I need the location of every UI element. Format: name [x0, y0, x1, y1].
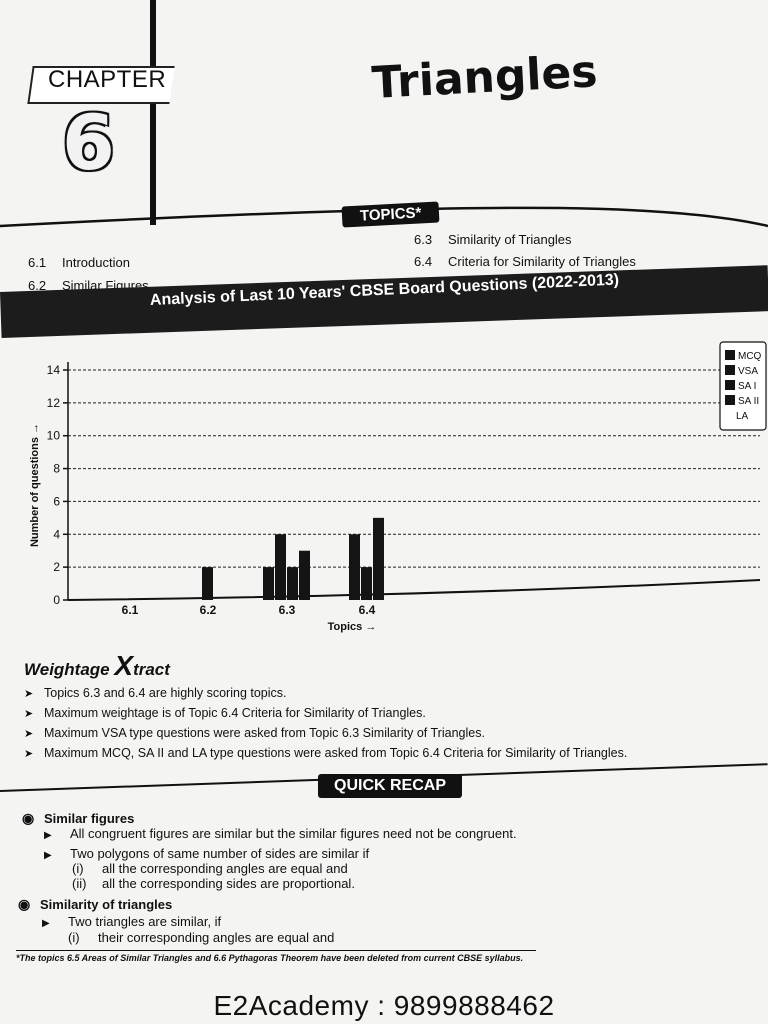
recap-bullet-icon: ◉ [22, 810, 35, 826]
x-tick-label: 6.1 [121, 603, 139, 617]
bar-la [373, 518, 384, 600]
weightage-point [24, 726, 485, 740]
bar-vsa [202, 567, 213, 600]
analysis-banner-text: Analysis of Last 10 Years' CBSE Board Questions (2022-2013) [149, 271, 620, 309]
y-tick-label: 14 [46, 363, 60, 377]
topic-number: 6.4 [414, 254, 433, 269]
legend-label: SA I [738, 381, 757, 392]
y-tick-label: 0 [53, 593, 60, 607]
y-tick-label: 12 [46, 395, 60, 410]
topic-number: 6.3 [414, 232, 433, 247]
recap-bullet-icon: ◉ [18, 896, 31, 912]
weightage-point [24, 686, 287, 700]
triangle-bullet-icon: ▶ [44, 850, 52, 861]
bar-sa-ii [299, 551, 310, 600]
chapter-number: 6 [62, 98, 115, 187]
x-tick-label: 6.2 [199, 603, 217, 617]
recap-point [42, 914, 221, 929]
y-tick-label: 8 [53, 461, 60, 476]
recap-subpoint-text: all the corresponding sides are proportional. [102, 876, 355, 891]
bullet-arrow-icon: ➤ [24, 708, 34, 720]
roman-numeral: (i) [72, 861, 84, 876]
bullet-arrow-icon: ➤ [24, 748, 34, 760]
y-tick-label: 2 [53, 560, 60, 575]
weightage-point [24, 706, 426, 720]
bar-mcq [263, 567, 274, 600]
topic-number: 6.2 [28, 278, 47, 293]
page-title: Triangles [370, 46, 599, 109]
recap-heading [22, 810, 134, 827]
legend-swatch [725, 365, 735, 375]
analysis-banner [0, 265, 768, 338]
bullet-arrow-icon: ➤ [24, 728, 34, 740]
x-tick-label: 6.4 [358, 603, 376, 617]
bar-sa-i [287, 567, 298, 600]
recap-point [44, 826, 517, 841]
footnote-divider [16, 950, 536, 951]
recap-point-text: Two polygons of same number of sides are similar if [70, 846, 370, 861]
legend-swatch [725, 350, 735, 360]
weightage-point-text: Topics 6.3 and 6.4 are highly scoring topics. [44, 686, 287, 700]
triangle-bullet-icon: ▶ [42, 918, 50, 929]
topic-label: Similarity of Triangles [448, 232, 572, 247]
legend-label: MCQ [738, 351, 762, 362]
roman-numeral: (i) [68, 930, 80, 945]
topic-item [28, 255, 130, 270]
recap-banner: QUICK RECAP [318, 774, 462, 798]
recap-heading-text: Similarity of triangles [40, 897, 173, 912]
roman-numeral: (ii) [72, 876, 87, 891]
topic-label: Similar Figures [62, 278, 149, 293]
recap-heading-text: Similar figures [44, 811, 135, 826]
weightage-title-x: X [114, 650, 134, 681]
y-tick-label: 10 [46, 428, 60, 443]
y-tick-label: 4 [53, 527, 60, 542]
weightage-point-text: Maximum weightage is of Topic 6.4 Criteria for Similarity of Triangles. [44, 706, 426, 720]
watermark-text: E2Academy : 9899888462 [213, 990, 555, 1021]
legend-swatch [725, 395, 735, 405]
recap-subpoint [72, 861, 348, 876]
legend-label: LA [736, 411, 749, 422]
bar-sa-ii [361, 567, 372, 600]
x-axis [68, 580, 760, 600]
topics-banner: TOPICS* [342, 201, 440, 227]
weightage-title-pre: Weightage [24, 660, 110, 679]
weightage-title-post: tract [133, 660, 170, 679]
legend-label: VSA [738, 366, 759, 377]
recap-heading [18, 896, 172, 913]
topic-label: Criteria for Similarity of Triangles [448, 254, 636, 269]
footnote: *The topics 6.5 Areas of Similar Triangles and 6.6 Pythagoras Theorem have been deleted from current CBSE syllabus. [16, 953, 524, 963]
topic-label: Introduction [62, 255, 130, 270]
topic-number: 6.1 [28, 255, 47, 270]
chapter-label: CHAPTER [48, 66, 167, 93]
recap-point-text: All congruent figures are similar but the similar figures need not be congruent. [70, 826, 517, 841]
weightage-point-text: Maximum VSA type questions were asked from Topic 6.3 Similarity of Triangles. [44, 726, 485, 740]
legend-swatch [725, 380, 735, 390]
weightage-point-text: Maximum MCQ, SA II and LA type questions were asked from Topic 6.4 Criteria for Similarity of Triangles. [44, 746, 628, 760]
y-tick-label: 6 [53, 494, 60, 509]
recap-subpoint-text: their corresponding angles are equal and [98, 930, 335, 945]
legend-label: SA II [738, 396, 760, 407]
x-axis-label: Topics → [327, 621, 377, 633]
x-tick-label: 6.3 [278, 603, 296, 617]
bullet-arrow-icon: ➤ [24, 688, 34, 700]
recap-point [44, 846, 369, 861]
bar-mcq [349, 534, 360, 600]
bar-vsa [275, 534, 286, 600]
recap-subpoint [68, 930, 334, 945]
topic-item [414, 232, 572, 247]
triangle-bullet-icon: ▶ [44, 830, 52, 841]
y-axis-label: Number of questions → [29, 422, 41, 548]
questions-chart [20, 340, 768, 636]
margin-bar [150, 0, 156, 225]
topic-item [414, 254, 636, 269]
recap-point-text: Two triangles are similar, if [68, 914, 222, 929]
recap-subpoint-text: all the corresponding angles are equal and [102, 861, 348, 876]
weightage-point [24, 746, 627, 760]
recap-subpoint [72, 876, 355, 891]
weightage-title [24, 650, 170, 682]
